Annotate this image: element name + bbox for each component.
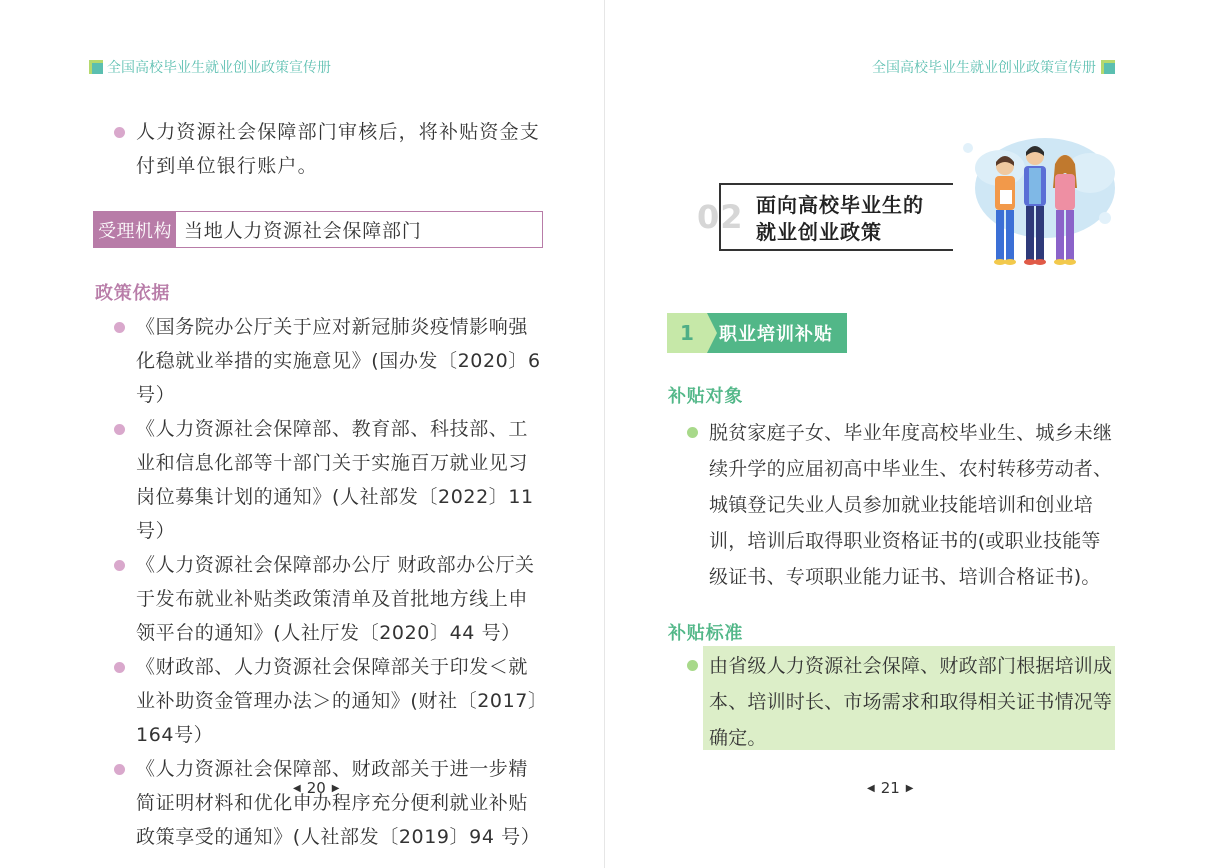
bullet-dot-icon xyxy=(114,424,125,435)
triangle-left-icon: ◀ xyxy=(293,782,301,794)
agency-value: 当地人力资源社会保障部门 xyxy=(184,220,422,242)
header-square-icon xyxy=(1101,60,1115,74)
bullet-dot-icon xyxy=(114,322,125,333)
page-number-right: ◀ 21 ▶ xyxy=(867,779,914,797)
triangle-left-icon: ◀ xyxy=(867,782,875,794)
list-item: 《财政部、人力资源社会保障部关于印发＜就业补助资金管理办法＞的通知》(财社〔2017〕164号） xyxy=(136,650,546,752)
section-badge xyxy=(667,313,847,353)
top-bullet-list xyxy=(136,115,546,183)
standard-heading: 补贴标准 xyxy=(668,623,744,644)
page-number-left: ◀ 20 ▶ xyxy=(293,779,340,797)
list-item: 《人力资源社会保障部、财政部关于进一步精简证明材料和优化申办程序充分便利就业补贴政策享受的通知》(人社部发〔2019〕94 号） xyxy=(136,752,546,854)
running-header-left xyxy=(89,57,331,77)
header-square-icon xyxy=(89,60,103,74)
bullet-dot-icon xyxy=(114,764,125,775)
bullet-dot-icon xyxy=(114,127,125,138)
list-item: 《国务院办公厅关于应对新冠肺炎疫情影响强化稳就业举措的实施意见》(国办发〔2020〕6 号） xyxy=(136,310,546,412)
chapter-title: 面向高校毕业生的 就业创业政策 xyxy=(756,193,924,244)
running-header-right xyxy=(872,57,1115,77)
basis-heading: 政策依据 xyxy=(95,283,171,304)
list-item: 人力资源社会保障部门审核后，将补贴资金支付到单位银行账户。 xyxy=(136,115,546,183)
running-title: 全国高校毕业生就业创业政策宣传册 xyxy=(872,60,1096,76)
bullet-dot-icon xyxy=(687,427,698,438)
list-item: 脱贫家庭子女、毕业年度高校毕业生、城乡未继续升学的应届初高中毕业生、农村转移劳动者、城镇登记失业人员参加就业技能培训和创业培训，培训后取得职业资格证书的(或职业技能等级证书、专项职业能力证书、培训合格证书)。 xyxy=(709,415,1119,595)
bullet-dot-icon xyxy=(114,560,125,571)
right-page xyxy=(605,0,1210,868)
agency-box xyxy=(93,211,543,248)
triangle-right-icon: ▶ xyxy=(331,782,340,794)
list-item: 《人力资源社会保障部办公厅 财政部办公厅关于发布就业补贴类政策清单及首批地方线上申领平台的通知》(人社厅发〔2020〕44 号） xyxy=(136,548,546,650)
basis-list xyxy=(136,310,546,854)
target-list xyxy=(709,415,1119,595)
running-title: 全国高校毕业生就业创业政策宣传册 xyxy=(107,60,331,76)
list-item: 《人力资源社会保障部、教育部、科技部、工业和信息化部等十部门关于实施百万就业见习岗位募集计划的通知》(人社部发〔2022〕11 号） xyxy=(136,412,546,548)
standard-list xyxy=(709,648,1119,756)
bullet-dot-icon xyxy=(687,660,698,671)
agency-label: 受理机构 xyxy=(94,212,176,247)
list-item: 由省级人力资源社会保障、财政部门根据培训成本、培训时长、市场需求和取得相关证书情况等确定。 xyxy=(709,648,1119,756)
chapter-number: 02 xyxy=(697,198,744,236)
bullet-dot-icon xyxy=(114,662,125,673)
graduates-illustration-icon xyxy=(950,128,1120,273)
target-heading: 补贴对象 xyxy=(668,386,744,407)
triangle-right-icon: ▶ xyxy=(905,782,914,794)
section-title: 职业培训补贴 xyxy=(707,313,847,353)
section-number: 1 xyxy=(667,313,707,353)
